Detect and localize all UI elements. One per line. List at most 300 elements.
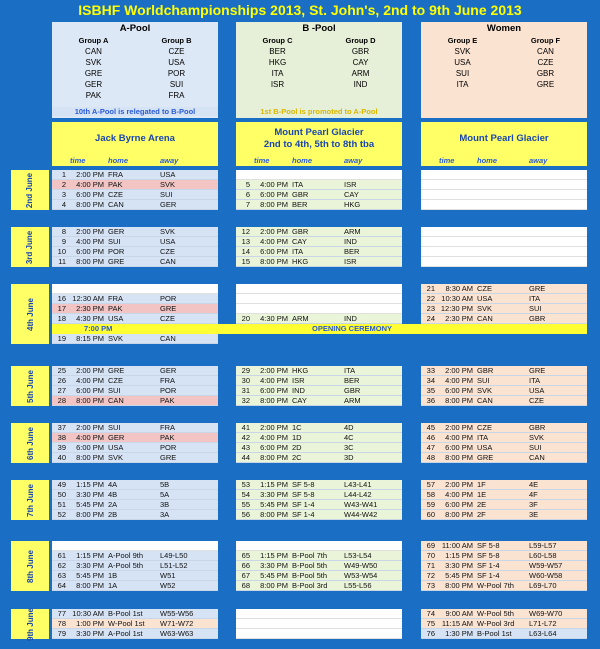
venue-header: [236, 122, 402, 156]
away-team: GRE: [529, 284, 546, 293]
game-number: 52: [57, 510, 66, 519]
game-row: [52, 571, 218, 581]
game-number: 55: [241, 500, 250, 509]
group-column: [326, 35, 396, 90]
game-number: 14: [241, 247, 250, 256]
home-team: CZE: [477, 423, 492, 432]
pool-title: B -Pool: [302, 23, 336, 34]
home-team: FRA: [108, 294, 123, 303]
game-number: 49: [57, 480, 66, 489]
home-team: GER: [108, 227, 125, 236]
game-row: [52, 247, 218, 257]
game-row: [421, 480, 587, 490]
home-team: A-Pool 5th: [108, 561, 144, 570]
away-team: SUI: [160, 190, 173, 199]
game-number: 25: [57, 366, 66, 375]
away-team: L71-L72: [529, 619, 557, 628]
game-number: 59: [426, 500, 435, 509]
game-number: 7: [245, 200, 250, 209]
home-team: SUI: [108, 423, 121, 432]
away-team: FRA: [160, 376, 175, 385]
home-team: 2D: [292, 443, 302, 452]
pool-note: 10th A-Pool is relegated to B-Pool: [52, 107, 218, 116]
away-team: W60-W58: [529, 571, 563, 580]
away-team: W63-W63: [160, 629, 194, 638]
away-team: BER: [344, 376, 360, 385]
empty-row: [421, 247, 587, 257]
empty-row: [421, 257, 587, 267]
home-team: SF 1-4: [292, 510, 315, 519]
day-label-text: 9th June: [25, 607, 35, 641]
game-number: 72: [426, 571, 435, 580]
game-number: 28: [57, 396, 66, 405]
team-name: SUI: [455, 69, 470, 78]
home-team: ARM: [292, 314, 309, 323]
game-number: 24: [426, 314, 435, 323]
home-team: USA: [477, 294, 493, 303]
game-row: [421, 396, 587, 406]
home-team: FRA: [108, 170, 123, 179]
game-time: 4:00 PM: [260, 433, 288, 442]
home-team: 4A: [108, 480, 118, 489]
day-block: [421, 366, 587, 406]
game-row: [52, 581, 218, 591]
pool-box: [52, 22, 218, 118]
game-row: [52, 453, 218, 463]
away-team: L59-L57: [529, 541, 557, 550]
game-number: 54: [241, 490, 250, 499]
game-number: 20: [241, 314, 250, 323]
home-team: 1B: [108, 571, 118, 580]
game-row: [236, 247, 402, 257]
game-row: [421, 581, 587, 591]
game-number: 62: [57, 561, 66, 570]
game-time: 8:00 PM: [260, 200, 288, 209]
away-team: 4D: [344, 423, 354, 432]
game-number: 73: [426, 581, 435, 590]
header-home: home: [292, 156, 313, 165]
away-team: IND: [344, 314, 357, 323]
away-team: FRA: [160, 423, 175, 432]
day-block: [52, 284, 218, 324]
page-title: ISBHF Worldchampionships 2013, St. John's, 2nd to 9th June 2013: [78, 2, 522, 18]
empty-row: [236, 294, 402, 304]
game-number: 79: [57, 629, 66, 638]
home-team: USA: [108, 443, 124, 452]
day-block: [421, 480, 587, 520]
game-row: [236, 257, 402, 267]
game-time: 8:00 PM: [260, 257, 288, 266]
away-team: USA: [529, 386, 545, 395]
away-team: SVK: [160, 227, 176, 236]
home-team: SVK: [108, 334, 124, 343]
away-team: GRE: [160, 304, 177, 313]
away-team: 4C: [344, 433, 354, 442]
game-row: [52, 551, 218, 561]
game-number: 23: [426, 304, 435, 313]
game-number: 48: [426, 453, 435, 462]
team-name: ARM: [351, 69, 370, 78]
game-number: 41: [241, 423, 250, 432]
game-number: 39: [57, 443, 66, 452]
team-name: ITA: [456, 80, 469, 89]
header-num: [236, 156, 252, 166]
day-block: [52, 541, 218, 591]
pool-title: Women: [486, 23, 522, 34]
game-row: [52, 433, 218, 443]
home-team: 2B: [108, 510, 118, 519]
opening-time: 7:00 PM OPENING CEREMONY: [52, 324, 587, 334]
game-time: 2:00 PM: [76, 170, 104, 179]
game-time: 12:30 AM: [72, 294, 104, 303]
game-row: [236, 433, 402, 443]
empty-row: [236, 541, 402, 551]
game-time: 3:30 PM: [260, 490, 288, 499]
home-team: SUI: [108, 237, 121, 246]
day-block: [52, 366, 218, 406]
game-time: 1:15 PM: [260, 480, 288, 489]
column-headers: [236, 156, 402, 166]
game-time: 8:00 PM: [445, 581, 473, 590]
game-time: 4:30 PM: [76, 314, 104, 323]
game-time: 8:00 PM: [445, 510, 473, 519]
opening-label: OPENING CEREMONY: [312, 324, 393, 333]
game-time: 6:00 PM: [445, 500, 473, 509]
away-team: ISR: [344, 257, 357, 266]
game-time: 8:00 PM: [76, 510, 104, 519]
game-row: [236, 423, 402, 433]
team-name: ISR: [270, 80, 285, 89]
game-row: [421, 500, 587, 510]
game-row: [236, 453, 402, 463]
home-team: 2F: [477, 510, 486, 519]
game-row: [421, 629, 587, 639]
game-number: 19: [57, 334, 66, 343]
away-team: 3F: [529, 500, 538, 509]
home-team: 1D: [292, 433, 302, 442]
game-row: [421, 619, 587, 629]
home-team: SF 5-8: [292, 480, 315, 489]
game-row: [236, 571, 402, 581]
home-team: B-Pool 1st: [108, 609, 143, 618]
home-team: B-Pool 7th: [292, 551, 328, 560]
home-team: SVK: [477, 386, 493, 395]
game-time: 4:00 PM: [445, 433, 473, 442]
game-number: 71: [426, 561, 435, 570]
away-team: L49-L50: [160, 551, 188, 560]
day-block-after: [52, 334, 218, 344]
home-team: GBR: [292, 190, 309, 199]
home-team: BER: [292, 200, 308, 209]
game-time: 4:00 PM: [76, 433, 104, 442]
game-time: 8:00 PM: [76, 581, 104, 590]
game-row: [236, 490, 402, 500]
home-team: SVK: [108, 453, 124, 462]
day-label-text: 5th June: [25, 369, 35, 403]
game-number: 32: [241, 396, 250, 405]
home-team: ITA: [292, 247, 304, 256]
game-number: 27: [57, 386, 66, 395]
game-number: 50: [57, 490, 66, 499]
home-team: ITA: [477, 433, 489, 442]
away-team: CAN: [160, 257, 176, 266]
away-team: W69-W70: [529, 609, 563, 618]
game-time: 6:00 PM: [260, 190, 288, 199]
day-block: [421, 423, 587, 463]
away-team: SUI: [529, 443, 542, 452]
away-team: CAY: [344, 190, 359, 199]
home-team: GRE: [108, 366, 125, 375]
empty-row: [421, 170, 587, 180]
game-time: 4:00 PM: [76, 180, 104, 189]
day-label-text: 6th June: [25, 426, 35, 460]
home-team: GER: [108, 433, 125, 442]
empty-row: [421, 190, 587, 200]
home-team: W-Pool 3rd: [477, 619, 515, 628]
away-team: W43-W41: [344, 500, 378, 509]
game-row: [421, 284, 587, 294]
away-team: GER: [160, 200, 177, 209]
away-team: GRE: [160, 453, 177, 462]
away-team: GBR: [529, 314, 546, 323]
game-time: 8:00 PM: [260, 453, 288, 462]
game-number: 37: [57, 423, 66, 432]
game-row: [421, 376, 587, 386]
home-team: A-Pool 9th: [108, 551, 144, 560]
home-team: HKG: [292, 366, 309, 375]
game-number: 38: [57, 433, 66, 442]
pool-title: A-Pool: [119, 23, 151, 34]
game-time: 3:30 PM: [76, 561, 104, 570]
day-label: [11, 541, 49, 591]
game-row: [236, 314, 402, 324]
column-headers: [52, 156, 218, 166]
game-row: [421, 433, 587, 443]
game-time: 1:30 PM: [445, 629, 473, 638]
away-team: 3B: [160, 500, 170, 509]
game-number: 65: [241, 551, 250, 560]
game-number: 6: [245, 190, 250, 199]
away-team: L60-L58: [529, 551, 557, 560]
away-team: ARM: [344, 227, 361, 236]
game-row: [52, 366, 218, 376]
game-row: [52, 629, 218, 639]
venue-name: Jack Byrne Arena: [95, 133, 175, 144]
home-team: USA: [477, 443, 493, 452]
header-away: away: [160, 156, 179, 165]
game-time: 3:30 PM: [445, 561, 473, 570]
game-time: 2:00 PM: [76, 227, 104, 236]
game-row: [52, 561, 218, 571]
home-team: CAY: [292, 237, 307, 246]
away-team: PAK: [160, 433, 175, 442]
game-number: 21: [426, 284, 435, 293]
home-team: CZE: [108, 190, 123, 199]
game-row: [421, 366, 587, 376]
game-number: 34: [426, 376, 435, 385]
home-team: 2E: [477, 500, 487, 509]
game-time: 8:00 PM: [445, 396, 473, 405]
home-team: B-Pool 3rd: [292, 581, 328, 590]
home-team: W-Pool 1st: [108, 619, 145, 628]
game-number: 29: [241, 366, 250, 375]
away-team: GBR: [529, 423, 546, 432]
game-time: 1:15 PM: [76, 480, 104, 489]
game-time: 1:00 PM: [76, 619, 104, 628]
game-number: 66: [241, 561, 250, 570]
game-number: 26: [57, 376, 66, 385]
game-row: [52, 170, 218, 180]
home-team: CZE: [477, 284, 492, 293]
away-team: W51: [160, 571, 176, 580]
game-row: [236, 396, 402, 406]
empty-row: [421, 227, 587, 237]
day-label: [11, 227, 49, 267]
away-team: ARM: [344, 396, 361, 405]
away-team: POR: [160, 443, 177, 452]
game-time: 8:30 AM: [445, 284, 473, 293]
game-row: [236, 500, 402, 510]
game-row: [421, 609, 587, 619]
venue-name: Mount Pearl Glacier: [459, 133, 549, 144]
game-time: 5:45 PM: [76, 500, 104, 509]
game-number: 78: [57, 619, 66, 628]
away-team: W53-W54: [344, 571, 378, 580]
away-team: L44-L42: [344, 490, 372, 499]
game-row: [421, 510, 587, 520]
away-team: W49-W50: [344, 561, 378, 570]
home-team: SVK: [477, 304, 493, 313]
game-number: 57: [426, 480, 435, 489]
game-row: [52, 237, 218, 247]
home-team: GBR: [477, 366, 494, 375]
game-time: 1:15 PM: [445, 551, 473, 560]
game-row: [421, 294, 587, 304]
empty-row: [52, 284, 218, 294]
team-name: CAN: [537, 47, 554, 56]
game-time: 2:30 PM: [76, 304, 104, 313]
game-time: 5:45 PM: [445, 571, 473, 580]
game-row: [236, 376, 402, 386]
away-team: CZE: [160, 314, 175, 323]
home-team: 1F: [477, 480, 486, 489]
home-team: 1A: [108, 581, 118, 590]
game-row: [236, 386, 402, 396]
game-row: [421, 423, 587, 433]
game-number: 18: [57, 314, 66, 323]
team-name: GBR: [536, 69, 555, 78]
game-row: [421, 551, 587, 561]
game-number: 30: [241, 376, 250, 385]
game-number: 13: [241, 237, 250, 246]
game-time: 6:00 PM: [76, 386, 104, 395]
game-time: 2:00 PM: [445, 366, 473, 375]
game-number: 58: [426, 490, 435, 499]
header-time: time: [70, 156, 86, 165]
empty-row: [421, 180, 587, 190]
day-block: [52, 609, 218, 639]
team-name: USA: [168, 58, 185, 67]
away-team: CAN: [160, 334, 176, 343]
away-team: USA: [160, 237, 176, 246]
game-row: [236, 443, 402, 453]
home-team: PAK: [108, 304, 123, 313]
game-time: 8:00 PM: [260, 396, 288, 405]
day-block: [421, 284, 587, 324]
team-name: CAN: [85, 47, 102, 56]
pool-box: [421, 22, 587, 118]
home-team: SF 1-4: [477, 561, 500, 570]
home-team: B-Pool 5th: [292, 561, 328, 570]
game-number: 4: [61, 200, 66, 209]
pool-note: 1st B-Pool is promoted to A-Pool: [260, 107, 378, 116]
game-row: [236, 366, 402, 376]
game-row: [52, 490, 218, 500]
away-team: L51-L52: [160, 561, 188, 570]
empty-row: [236, 170, 402, 180]
away-team: L69-L70: [529, 581, 557, 590]
game-row: [236, 510, 402, 520]
away-team: ITA: [529, 376, 541, 385]
game-row: [52, 386, 218, 396]
game-number: 69: [426, 541, 435, 550]
team-name: GRE: [84, 69, 103, 78]
day-label-text: 8th June: [25, 549, 35, 583]
day-label: [11, 284, 49, 344]
team-name: CZE: [537, 58, 554, 67]
home-team: 1E: [477, 490, 487, 499]
day-block: [52, 423, 218, 463]
away-team: SVK: [160, 180, 176, 189]
game-time: 4:00 PM: [260, 376, 288, 385]
day-block: [236, 227, 402, 267]
game-time: 8:00 PM: [76, 453, 104, 462]
game-time: 4:00 PM: [260, 237, 288, 246]
away-team: IND: [344, 237, 357, 246]
game-row: [52, 200, 218, 210]
game-number: 44: [241, 453, 250, 462]
game-time: 5:45 PM: [260, 571, 288, 580]
home-team: CAN: [477, 396, 493, 405]
away-team: 5A: [160, 490, 170, 499]
game-row: [52, 334, 218, 344]
home-team: GRE: [108, 257, 125, 266]
game-number: 3: [61, 190, 66, 199]
home-team: SUI: [108, 386, 121, 395]
game-time: 9:00 AM: [445, 609, 473, 618]
team-name: CAY: [352, 58, 369, 67]
game-row: [236, 561, 402, 571]
game-time: 2:00 PM: [445, 480, 473, 489]
game-row: [421, 314, 587, 324]
game-time: 12:30 PM: [440, 304, 473, 313]
game-number: 16: [57, 294, 66, 303]
game-row: [52, 304, 218, 314]
game-time: 6:00 PM: [260, 386, 288, 395]
game-time: 8:00 PM: [260, 581, 288, 590]
away-team: BER: [344, 247, 360, 256]
game-row: [236, 180, 402, 190]
header-home: home: [108, 156, 129, 165]
group-title: Group A: [78, 36, 109, 45]
venue-header: [421, 122, 587, 156]
home-team: SF 5-8: [477, 541, 500, 550]
home-team: W-Pool 5th: [477, 609, 514, 618]
game-time: 8:15 PM: [76, 334, 104, 343]
empty-row: [421, 237, 587, 247]
group-column: [511, 35, 581, 90]
away-team: L55-L56: [344, 581, 372, 590]
